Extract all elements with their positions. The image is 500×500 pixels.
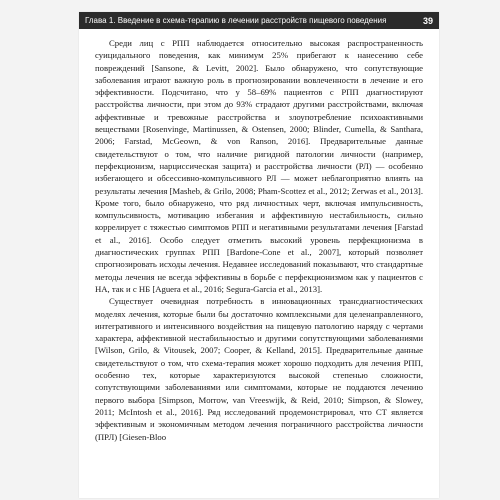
page-number: 39 bbox=[422, 15, 433, 26]
running-header bbox=[79, 12, 439, 29]
body-text bbox=[95, 37, 423, 443]
paragraph-2: Существует очевидная потребность в инновационных трансдиагностических моделях лечения, которые были бы достаточно комплексными для целенаправленного, интегративного и интенсивного воздействия на пищевую патологию наряду с чертами характера, аффективной нестабильностью и другими сопутствующими заболеваниями [Wilson, Grilo, & Vitousek, 2007; Cooper, & Kelland, 2015]. Предварительные данные свидетельствуют о том, что схема-терапия может хорошо подходить для лечения РПП, особенно тех, которые характеризуются высокой степенью сложности, сопутствующими заболеваниями или симптомами, которые не поддаются лечению первого выбора [Simpson, Morrow, van Vreeswijk, & Reid, 2010; Simpson, & Slowey, 2011; McIntosh et al., 2016]. Ряд исследований продемонстрировал, что СТ является эффективным и экономичным методом лечения пограничного расстройства личности (ПРЛ) [Giesen-Bloo bbox=[95, 296, 423, 442]
paragraph-1: Среди лиц с РПП наблюдается относительно высокая распространенность суицидального поведения, как минимум 25% прибегают к нанесению себе повреждений [Sansone, & Levitt, 2002]. Было обнаружено, что сопутствующие заболевания играют важную роль в прогнозировании вовлеченности в лечение и его эффективности. Подсчитано, что у 58–69% пациентов с РПП диагностируют расстройства личности, при этом до 93% страдают другими расстройствами, включая аффективные и тревожные расстройства и злоупотребление психоактивными веществами [Rosenvinge, Martinussen, & Ostensen, 2000; Blinder, Cumella, & Santhara, 2006; Farstad, McGeown, & von Ranson, 2016]. Предварительные данные свидетельствуют о том, что наличие ригидной патологии личности (например, перфекционизм, нарциссическая защита) и расстройства личности (РЛ) — особенно избегающего и обсессивно-компульсивного РЛ — может неблагоприятно влиять на результаты лечения [Masheb, & Grilo, 2008; Pham-Scottez et al., 2012; Zerwas et al., 2013]. Кроме того, было обнаружено, что ряд личностных черт, включая импульсивность, компульсивность, мотивацию избегания и аффективную нестабильность, сильно коррелирует с тяжестью симптомов РПП и негативными результатами лечения [Farstad et al., 2016]. Особо следует отметить высокий уровень перфекционизма в диагностических группах РПП [Bardone-Cone et al., 2007], который позволяет спрогнозировать исходы лечения. Недавнее исследований показывают, что стандартные методы лечения не всегда эффективны в борьбе с перфекционизмом как у пациентов с НА, так и с НБ [Aguera et al., 2016; Segura-Garcia et al., 2013]. bbox=[95, 38, 423, 294]
chapter-title: Глава 1. Введение в схема-терапию в лечении расстройств пищевого поведения bbox=[85, 16, 387, 25]
book-page bbox=[79, 12, 439, 498]
